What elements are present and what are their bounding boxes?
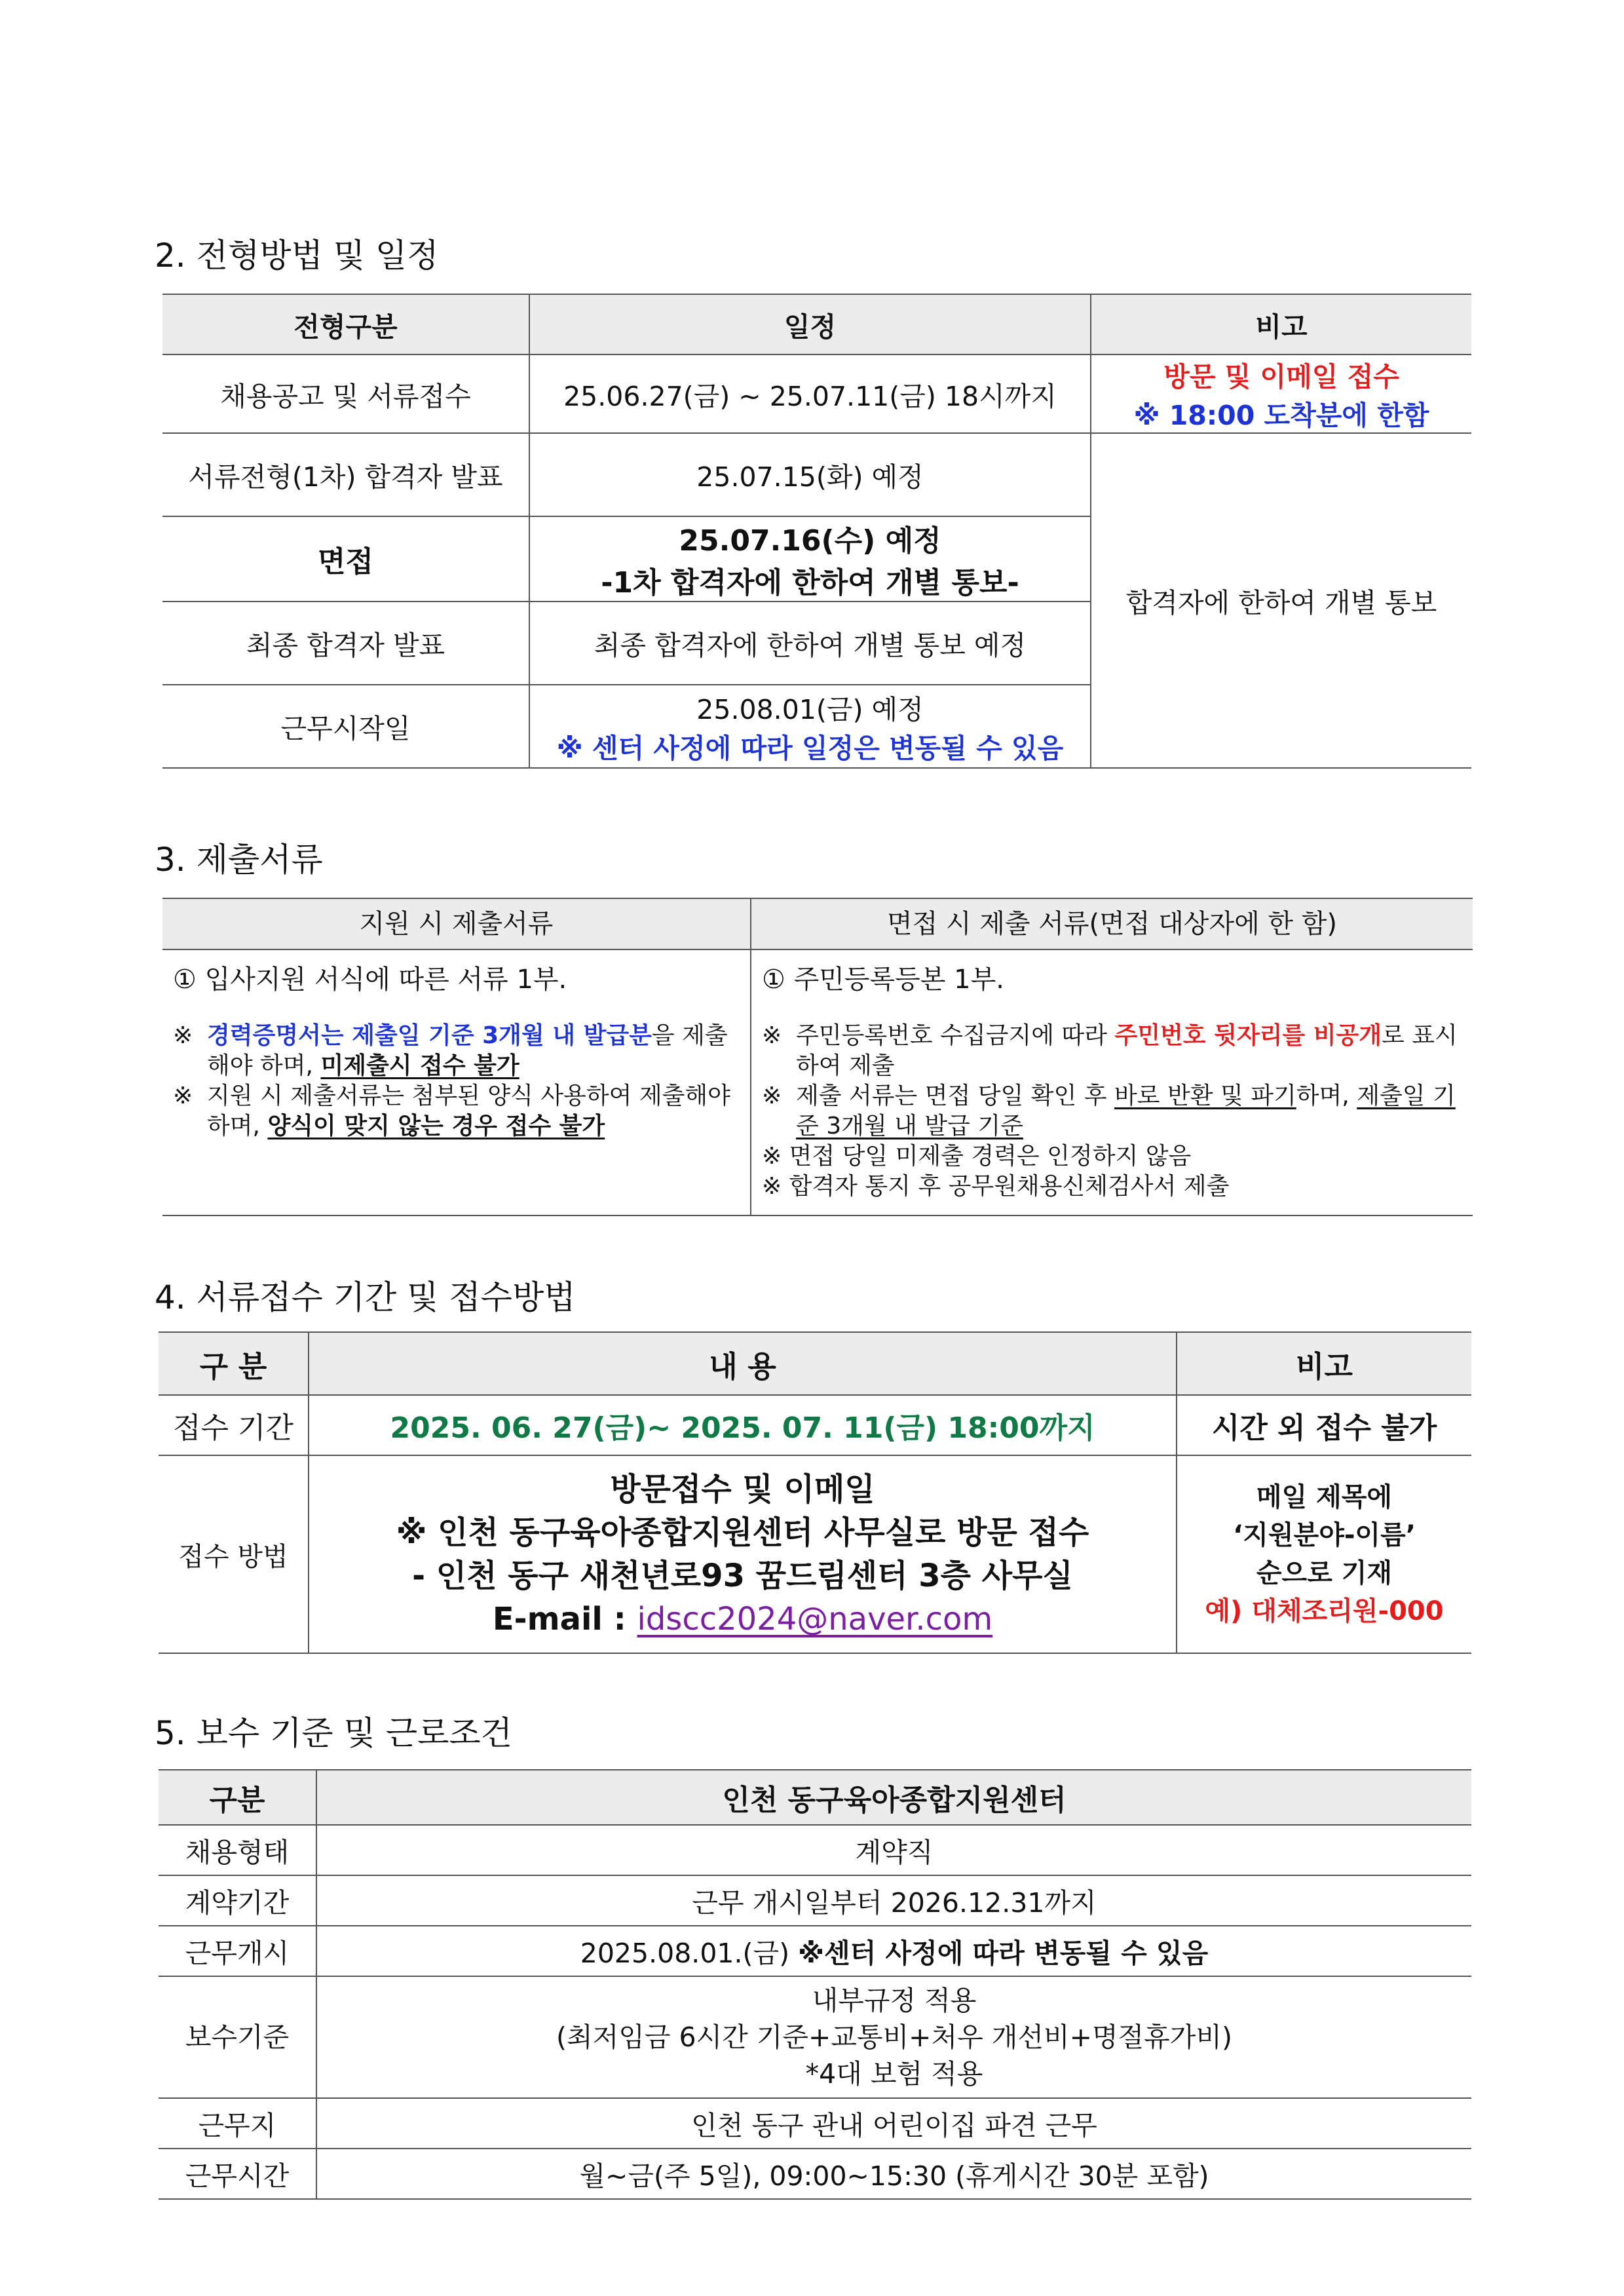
section-3-heading: 3. 제출서류 [155,841,323,879]
row-value: 내부규정 적용 (최저임금 6시간 기준+교통비+처우 개선비+명절휴가비) *4대 보험 적용 [316,1976,1471,2098]
header-division: 구 분 [159,1332,309,1395]
row-label: 근무시간 [159,2149,316,2199]
apply-note: ※ 경력증명서는 제출일 기준 3개월 내 발급분을 제출해야 하며, 미제출시 접수 불가 [173,1022,728,1079]
row-schedule: 25.06.27(금) ~ 25.07.11(금) 18시까지 [529,354,1091,433]
header-center: 인천 동구육아종합지원센터 [316,1770,1471,1825]
period-label: 접수 기간 [159,1395,309,1455]
conditions-row [159,1976,1471,2098]
row-label: 근무지 [159,2098,316,2149]
reception-method-row [159,1455,1471,1653]
documents-body-row [162,949,1473,1215]
conditions-row [159,1875,1471,1926]
method-address: - 인천 동구 새천년로93 꿈드림센터 3층 사무실 [412,1558,1073,1594]
start-date: 25.08.01(금) 예정 [696,693,924,725]
header-division: 구분 [159,1770,316,1825]
apply-doc-item: ① 입사지원 서식에 따른 서류 1부. [173,965,567,995]
section-4-heading: 4. 서류접수 기간 및 접수방법 [155,1278,576,1316]
row-value: 월~금(주 5일), 09:00~15:30 (휴게시간 30분 포함) [316,2149,1471,2199]
row-label: 채용공고 및 서류접수 [162,354,529,433]
conditions-row [159,1825,1471,1875]
header-schedule: 일정 [529,294,1091,354]
row-value: 계약직 [316,1825,1471,1875]
row-schedule: 25.07.15(화) 예정 [529,433,1091,516]
header-apply-docs: 지원 시 제출서류 [162,898,751,949]
row-label: 채용형태 [159,1825,316,1875]
conditions-row [159,1926,1471,1976]
row-label: 보수기준 [159,1976,316,2098]
apply-docs-cell [162,949,751,1215]
row-label: 근무시작일 [162,685,529,768]
row-value: 2025.08.01.(금) ※센터 사정에 따라 변동될 수 있음 [316,1926,1471,1976]
interview-note: -1차 합격자에 한하여 개별 통보- [601,566,1019,600]
method-value [309,1455,1177,1653]
conditions-header-row [159,1770,1471,1825]
apply-note: ※ 지원 시 제출서류는 첨부된 양식 사용하여 제출해야 하며, 양식이 맞지 않는 경우 접수 불가 [173,1082,730,1139]
row-value: 인천 동구 관내 어린이집 파견 근무 [316,2098,1471,2149]
interview-date: 25.07.16(수) 예정 [679,524,941,558]
conditions-row [159,2149,1471,2199]
method-label: 접수 방법 [159,1455,309,1653]
email-link[interactable]: idscc2024@naver.com [637,1601,993,1637]
method-note: 메일 제목에 ‘지원분야-이름’ 순으로 기재 예) 대체조리원-000 [1177,1455,1471,1653]
reception-table [159,1331,1471,1654]
method-email-line: E-mail : idscc2024@naver.com [492,1601,993,1637]
schedule-header-row [162,294,1471,354]
header-interview-docs: 면접 시 제출 서류(면접 대상자에 한 함) [751,898,1473,949]
row-value: 근무 개시일부터 2026.12.31까지 [316,1875,1471,1926]
method-line: ※ 인천 동구육아종합지원센터 사무실로 방문 접수 [396,1514,1089,1551]
start-date-note: ※ 센터 사정에 따라 일정은 변동될 수 있음 [556,732,1064,764]
row-schedule [529,685,1091,768]
row-schedule: 최종 합격자에 한하여 개별 통보 예정 [529,602,1091,685]
header-note: 비고 [1177,1332,1471,1395]
documents-header-row [162,898,1473,949]
period-note: 시간 외 접수 불가 [1177,1395,1471,1455]
row-schedule [529,516,1091,602]
conditions-table [159,1769,1471,2200]
interview-note: ※ 합격자 통지 후 공무원채용신체검사서 제출 [762,1173,1230,1200]
conditions-row [159,2098,1471,2149]
reception-period-row [159,1395,1471,1455]
reception-header-row [159,1332,1471,1395]
section-2-heading: 2. 전형방법 및 일정 [155,237,439,275]
section-5-heading: 5. 보수 기준 및 근로조건 [155,1714,512,1752]
row-label: 계약기간 [159,1875,316,1926]
interview-note: ※ 제출 서류는 면접 당일 확인 후 바로 반환 및 파기하며, 제출일 기준 3개월 내 발급 기준 [762,1082,1456,1139]
note-deadline: ※ 18:00 도착분에 한함 [1133,400,1429,431]
schedule-row [162,433,1471,516]
header-content: 내 용 [309,1332,1177,1395]
note-visit-email: 방문 및 이메일 접수 [1163,361,1399,392]
header-note: 비고 [1091,294,1471,354]
interview-doc-item: ① 주민등록등본 1부. [762,965,1004,995]
row-label: 근무개시 [159,1926,316,1976]
schedule-row [162,354,1471,433]
documents-table [162,898,1473,1216]
interview-note: ※ 면접 당일 미제출 경력은 인정하지 않음 [762,1143,1192,1170]
row-label: 면접 [162,516,529,602]
method-line: 방문접수 및 이메일 [610,1471,875,1508]
row-label: 최종 합격자 발표 [162,602,529,685]
interview-note: ※ 주민등록번호 수집금지에 따라 주민번호 뒷자리를 비공개로 표시하여 제출 [762,1022,1458,1079]
period-value: 2025. 06. 27(금)~ 2025. 07. 11(금) 18:00까지 [309,1395,1177,1455]
merged-note: 합격자에 한하여 개별 통보 [1091,433,1471,768]
interview-docs-cell [751,949,1473,1215]
row-label: 서류전형(1차) 합격자 발표 [162,433,529,516]
schedule-table [162,294,1471,769]
row-note [1091,354,1471,433]
header-category: 전형구분 [162,294,529,354]
